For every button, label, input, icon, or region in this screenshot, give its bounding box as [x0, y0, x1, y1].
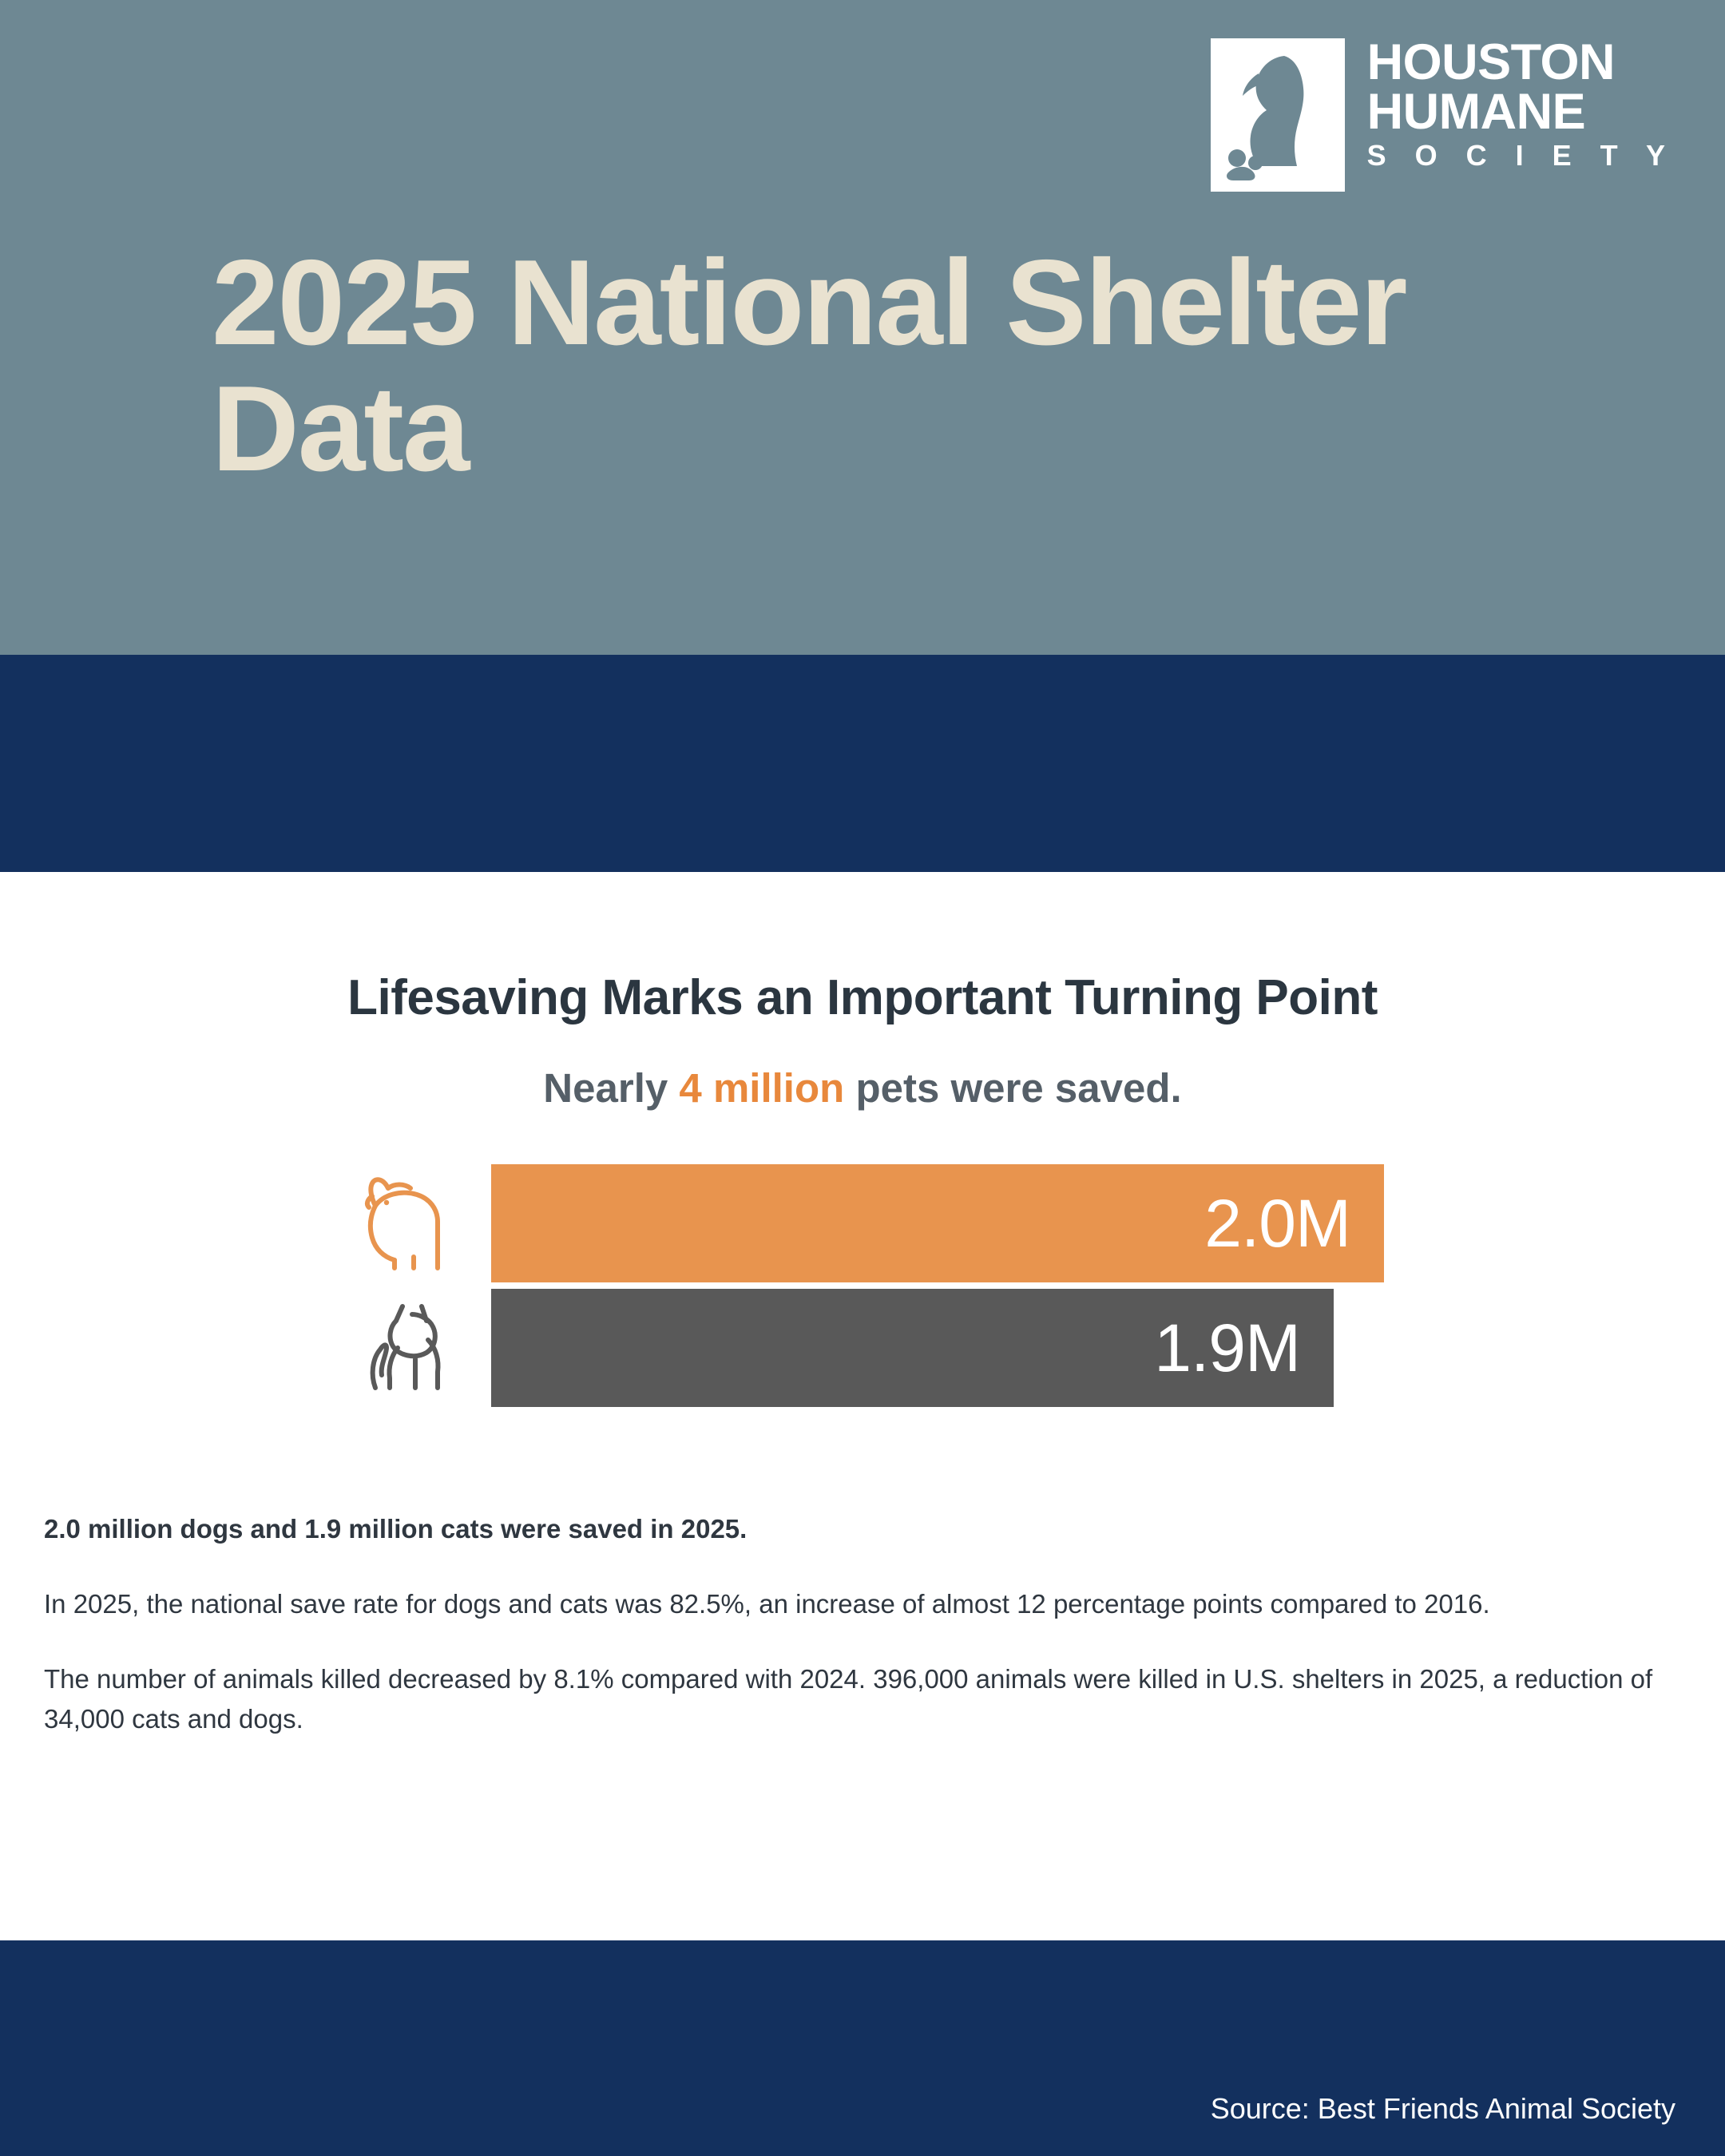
navy-divider-bar [0, 655, 1725, 872]
subtitle-suffix: pets were saved. [844, 1065, 1182, 1111]
bar-cats [491, 1289, 1334, 1407]
bar-label-dogs: 2.0M [1204, 1186, 1350, 1261]
section-subtitle [0, 1064, 1725, 1112]
body-paragraph-3: The number of animals killed decreased by 8.1% compared with 2024. 396,000 animals were killed in U.S. shelters in 2025, a reduction of 34,000 cats and dogs. [44, 1664, 1653, 1734]
logo-line-1: HOUSTON [1366, 34, 1615, 90]
header-band [0, 0, 1725, 655]
logo-line-3: S O C I E T Y [1366, 139, 1675, 172]
cat-icon [339, 1289, 491, 1407]
houston-humane-society-logo-icon [1211, 38, 1345, 192]
main-content [0, 969, 1725, 1740]
section-title: Lifesaving Marks an Important Turning Point [347, 970, 1378, 1025]
body-paragraph-1: 2.0 million dogs and 1.9 million cats were saved in 2025. [44, 1514, 748, 1544]
dog-icon [339, 1164, 491, 1282]
source-attribution: Source: Best Friends Animal Society [1210, 2092, 1675, 2125]
subtitle-prefix: Nearly [543, 1065, 680, 1111]
logo-line-2: HUMANE [1366, 83, 1586, 140]
subtitle-highlight: 4 million [679, 1065, 845, 1111]
page-title: 2025 National Shelter Data [212, 235, 1406, 497]
chart-row-cats [339, 1289, 1386, 1407]
logo-wordmark [1366, 34, 1675, 172]
bar-label-cats: 1.9M [1154, 1310, 1300, 1385]
logo [1211, 34, 1675, 192]
footer-band [0, 1940, 1725, 2156]
chart-row-dogs [339, 1164, 1386, 1282]
body-text [44, 1509, 1681, 1740]
bar-dogs [491, 1164, 1384, 1282]
saved-pets-bar-chart [339, 1164, 1386, 1407]
body-paragraph-2: In 2025, the national save rate for dogs and cats was 82.5%, an increase of almost 12 percentage points compared to 2016. [44, 1589, 1490, 1619]
